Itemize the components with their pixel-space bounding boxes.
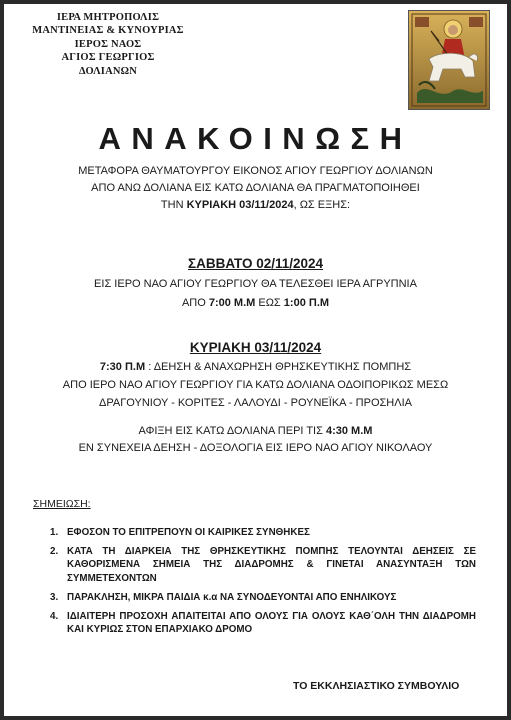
org-line: ΙΕΡΑ ΜΗΤΡΟΠΟΛΙΣ bbox=[56, 12, 160, 23]
church-header bbox=[18, 11, 198, 78]
sunday-line: ΔΡΑΓΟΥΝΙΟΥ - ΚΟΡΙΤΕΣ - ΛΑΛΟΥΔΙ - ΡΟΥΝΕΪΚΑ - ΠΡΟΣΗΛΙΑ bbox=[99, 397, 412, 409]
saturday-line: ΕΙΣ ΙΕΡΟ ΝΑΟ ΑΓΙΟΥ ΓΕΩΡΓΙΟΥ ΘΑ ΤΕΛΕΣΘΕΙ ΙΕΡΑ ΑΓΡΥΠΝΙΑ bbox=[94, 278, 417, 290]
sunday-heading: ΚΥΡΙΑΚΗ 03/11/2024 bbox=[189, 340, 322, 355]
intro-text: , ΩΣ ΕΞΗΣ: bbox=[293, 199, 351, 211]
saturday-heading: ΣΑΒΒΑΤΟ 02/11/2024 bbox=[187, 256, 324, 271]
intro-line bbox=[4, 198, 507, 212]
org-line: ΙΕΡΟΣ ΝΑΟΣ bbox=[74, 38, 142, 50]
signature: ΤΟ ΕΚΚΛΗΣΙΑΣΤΙΚΟ ΣΥΜΒΟΥΛΙΟ bbox=[293, 680, 460, 692]
intro-line: ΜΕΤΑΦΟΡΑ ΘΑΥΜΑΤΟΥΡΓΟΥ ΕΙΚΟΝΟΣ ΑΓΙΟΥ ΓΕΩΡΓΙΟΥ ΔΟΛΙΑΝΩΝ bbox=[78, 165, 433, 177]
announcement-title: ΑΝΑΚΟΙΝΩΣΗ bbox=[98, 121, 413, 156]
announcement-page: ΙΕΡΑ ΜΗΤΡΟΠΟΛΙΣ ΜΑΝΤΙΝΕΙΑΣ & ΚΥΝΟΥΡΙΑΣ ΙΕΡΟΣ ΝΑΟΣ ΑΓΙΟΣ ΓΕΩΡΓΙΟΣ ΔΟΛΙΑΝΩΝ ΑΝΑΚΟΙΝΩΣΗ ΜΕΤΑΦΟΡΑ ΘΑΥΜΑΤΟΥΡΓΟΥ ΕΙΚΟΝΟΣ ΑΓΙΟΥ ΓΕΩΡΓΙΟΥ ΔΟΛΙΑΝΩΝ ΑΠΟ ΑΝΩ ΔΟΛΙΑΝΑ ΕΙΣ ΚΑΤΩ ΔΟΛΙΑΝΑ ΘΑ ΠΡΑΓΜΑΤΟΠΟΙΗΘΕΙ ΤΗΝ ΚΥΡΙΑΚΗ 03/11/2024, ΩΣ ΕΞΗΣ: ΣΑΒΒΑΤΟ 02/11/2024 ΕΙΣ ΙΕΡΟ ΝΑΟ ΑΓΙΟΥ ΓΕΩΡΓΙΟΥ ΘΑ ΤΕΛΕΣΘΕΙ ΙΕΡΑ ΑΓΡΥΠΝΙΑ ΑΠΟ 7:00 Μ.Μ ΕΩΣ 1:00 Π.Μ ΚΥΡΙΑΚΗ 03/11/2024 7:30 Π.Μ : ΔΕΗΣΗ & ΑΝΑΧΩΡΗΣΗ ΘΡΗΣΚΕΥΤΙΚΗΣ ΠΟΜΠΗΣ ΑΠΟ ΙΕΡΟ ΝΑΟ ΑΓΙΟΥ ΓΕΩΡΓΙΟΥ ΓΙΑ ΚΑΤΩ ΔΟΛΙΑΝΑ ΟΔΟΙΠΟΡΙΚΩΣ ΜΕΣΩ ΔΡΑΓΟΥΝΙΟΥ - ΚΟΡΙΤΕΣ - ΛΑΛΟΥΔΙ - ΡΟΥΝΕΪΚΑ - ΠΡΟΣΗΛΙΑ ΑΦΙΞΗ ΕΙΣ ΚΑΤΩ ΔΟΛΙΑΝΑ ΠΕΡΙ ΤΙΣ 4:30 Μ.Μ ΕΝ ΣΥΝΕΧΕΙΑ ΔΕΗΣΗ - ΔΟΞΟΛΟΓΙΑ ΕΙΣ ΙΕΡΟ ΝΑΟ ΑΓΙΟΥ ΝΙΚΟΛΑΟΥ ΣΗΜΕΙΩΣΗ: 1. ΕΦΟΣΟΝ ΤΟ ΕΠΙΤΡΕΠΟΥΝ ΟΙ ΚΑΙΡΙΚΕΣ ΣΥΝΘΗΚΕΣ 2. ΚΑΤΑ ΤΗ ΔΙΑΡΚΕΙΑ ΤΗΣ ΘΡΗΣΚΕΥΤΙΚΗΣ ΠΟΜΠΗΣ ΤΕΛΟΥΝΤΑΙ ΔΕΗΣΕΙΣ ΣΕ ΚΑΘΟΡΙΣΜΕΝΑ ΣΗΜΕΙΑ ΤΗΣ ΔΙΑΔΡΟΜΗΣ & ΓΙΝΕΤΑΙ ΑΝΑΣΥΝΤΑΞΗ ΤΩΝ ΣΥΜΜΕΤΕΧΟΝΤΩΝ 3. ΠΑΡΑΚΛΗΣΗ, ΜΙΚΡΑ ΠΑΙΔΙΑ κ.α ΝΑ ΣΥΝΟΔΕΥΟΝΤΑΙ ΑΠΟ ΕΝΗΛΙΚΟΥΣ 4. ΙΔΙΑΙΤΕΡΗ ΠΡΟΣΟΧΗ ΑΠΑΙΤΕΙΤΑΙ ΑΠΟ ΟΛΟΥΣ ΓΙΑ ΟΛΟΥΣ ΚΑΘ΄ΟΛΗ ΤΗΝ ΔΙΑΔΡΟΜΗ ΚΑΙ ΚΥΡΙΩΣ ΣΤΟΝ ΕΠΑΡΧΙΑΚΟ ΔΡΟΜΟ ΤΟ ΕΚΚΛΗΣΙΑΣΤΙΚΟ ΣΥΜΒΟΥΛΙΟ bbox=[4, 4, 507, 716]
sunday-line: 7:30 Π.Μ : ΔΕΗΣΗ & ΑΝΑΧΩΡΗΣΗ ΘΡΗΣΚΕΥΤΙΚΗΣ ΠΟΜΠΗΣ bbox=[99, 361, 412, 373]
org-line: ΜΑΝΤΙΝΕΙΑΣ & ΚΥΝΟΥΡΙΑΣ bbox=[32, 25, 184, 37]
sunday-line: ΑΠΟ ΙΕΡΟ ΝΑΟ ΑΓΙΟΥ ΓΕΩΡΓΙΟΥ ΓΙΑ ΚΑΤΩ ΔΟΛΙΑΝΑ ΟΔΟΙΠΟΡΙΚΩΣ ΜΕΣΩ bbox=[62, 379, 449, 391]
intro-date: ΚΥΡΙΑΚΗ 03/11/2024 bbox=[186, 199, 294, 211]
sunday-line: ΕΝ ΣΥΝΕΧΕΙΑ ΔΕΗΣΗ - ΔΟΞΟΛΟΓΙΑ ΕΙΣ ΙΕΡΟ ΝΑΟ ΑΓΙΟΥ ΝΙΚΟΛΑΟΥ bbox=[78, 442, 433, 454]
saint-george-icon bbox=[408, 10, 490, 110]
notes-heading: ΣΗΜΕΙΩΣΗ: bbox=[33, 498, 91, 510]
saturday-time: ΑΠΟ 7:00 Μ.Μ ΕΩΣ 1:00 Π.Μ bbox=[181, 297, 330, 309]
intro-line: ΑΠΟ ΑΝΩ ΔΟΛΙΑΝΑ ΕΙΣ ΚΑΤΩ ΔΟΛΙΑΝΑ ΘΑ ΠΡΑΓΜΑΤΟΠΟΙΗΘΕΙ bbox=[91, 182, 420, 194]
sunday-arrival: ΑΦΙΞΗ ΕΙΣ ΚΑΤΩ ΔΟΛΙΑΝΑ ΠΕΡΙ ΤΙΣ 4:30 Μ.Μ bbox=[138, 425, 373, 437]
org-line: ΑΓΙΟΣ ΓΕΩΡΓΙΟΣ bbox=[61, 52, 155, 64]
intro-text: ΤΗΝ bbox=[160, 199, 187, 211]
org-line: ΔΟΛΙΑΝΩΝ bbox=[78, 65, 138, 77]
